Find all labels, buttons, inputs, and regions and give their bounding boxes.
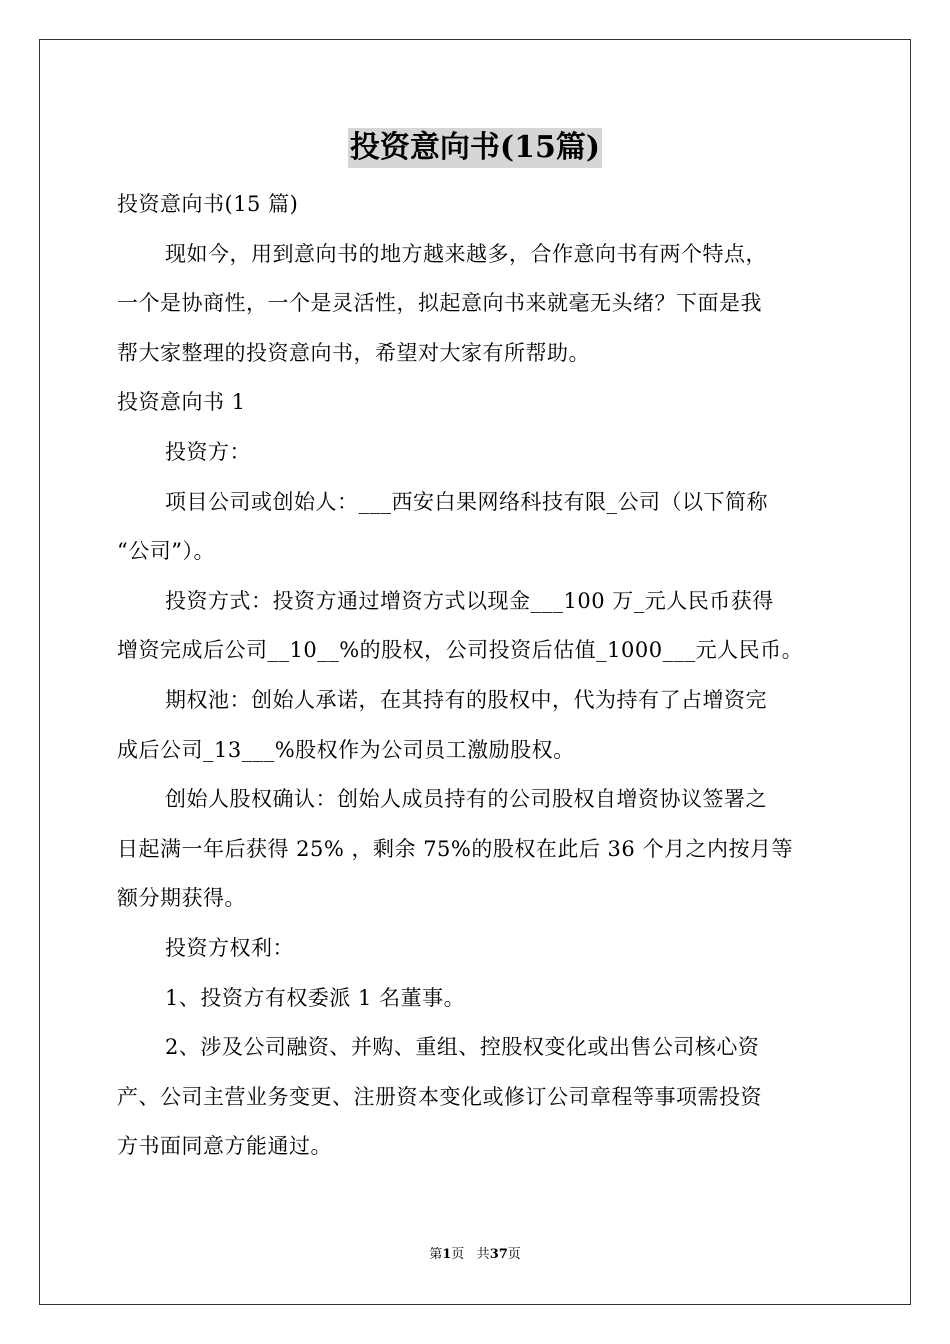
text-line: 日起满一年后获得 25% ，剩余 75%的股权在此后 36 个月之内按月等 bbox=[117, 836, 793, 861]
text-line: 现如今，用到意向书的地方越来越多，合作意向书有两个特点， bbox=[165, 241, 767, 266]
text-line: 投资方权利： bbox=[165, 935, 294, 960]
footer-page-suffix: 页 bbox=[451, 1247, 465, 1262]
text-line: 方书面同意方能通过。 bbox=[117, 1134, 332, 1159]
text-line: 一个是协商性，一个是灵活性，拟起意向书来就毫无头绪？下面是我 bbox=[117, 291, 762, 316]
text-line: 2、涉及公司融资、并购、重组、控股权变化或出售公司核心资 bbox=[165, 1035, 760, 1060]
text-line: “公司”）。 bbox=[117, 539, 215, 564]
text-line: 项目公司或创始人：___西安白果网络科技有限_公司（以下简称 bbox=[165, 489, 768, 514]
page-footer bbox=[0, 1246, 950, 1264]
text-line: 增资完成后公司__10__%的股权，公司投资后估值_1000___元人民币。 bbox=[117, 638, 804, 663]
title-container bbox=[0, 128, 950, 168]
text-line: 投资方式：投资方通过增资方式以现金___100 万_元人民币获得 bbox=[165, 588, 774, 613]
footer-total-prefix: 共 bbox=[476, 1247, 490, 1262]
text-line: 期权池：创始人承诺，在其持有的股权中，代为持有了占增资完 bbox=[165, 687, 767, 712]
document-body bbox=[117, 180, 833, 1172]
footer-total-pages: 37 bbox=[489, 1247, 508, 1262]
text-line: 额分期获得。 bbox=[117, 886, 246, 911]
text-line: 投资意向书(15 篇) bbox=[117, 192, 299, 216]
text-line: 帮大家整理的投资意向书，希望对大家有所帮助。 bbox=[117, 340, 590, 365]
text-line: 投资意向书 1 bbox=[117, 390, 246, 415]
text-line: 投资方： bbox=[165, 439, 251, 464]
footer-page-number: 1 bbox=[442, 1247, 452, 1262]
document-title: 投资意向书(15篇) bbox=[348, 128, 602, 168]
footer-total-suffix: 页 bbox=[507, 1247, 521, 1262]
text-line: 创始人股权确认：创始人成员持有的公司股权自增资协议签署之 bbox=[165, 787, 767, 812]
text-line: 成后公司_13___%股权作为公司员工激励股权。 bbox=[117, 737, 575, 762]
text-line: 1、投资方有权委派 1 名董事。 bbox=[165, 985, 466, 1010]
footer-page-prefix: 第 bbox=[429, 1247, 443, 1262]
text-line: 产、公司主营业务变更、注册资本变化或修订公司章程等事项需投资 bbox=[117, 1084, 762, 1109]
